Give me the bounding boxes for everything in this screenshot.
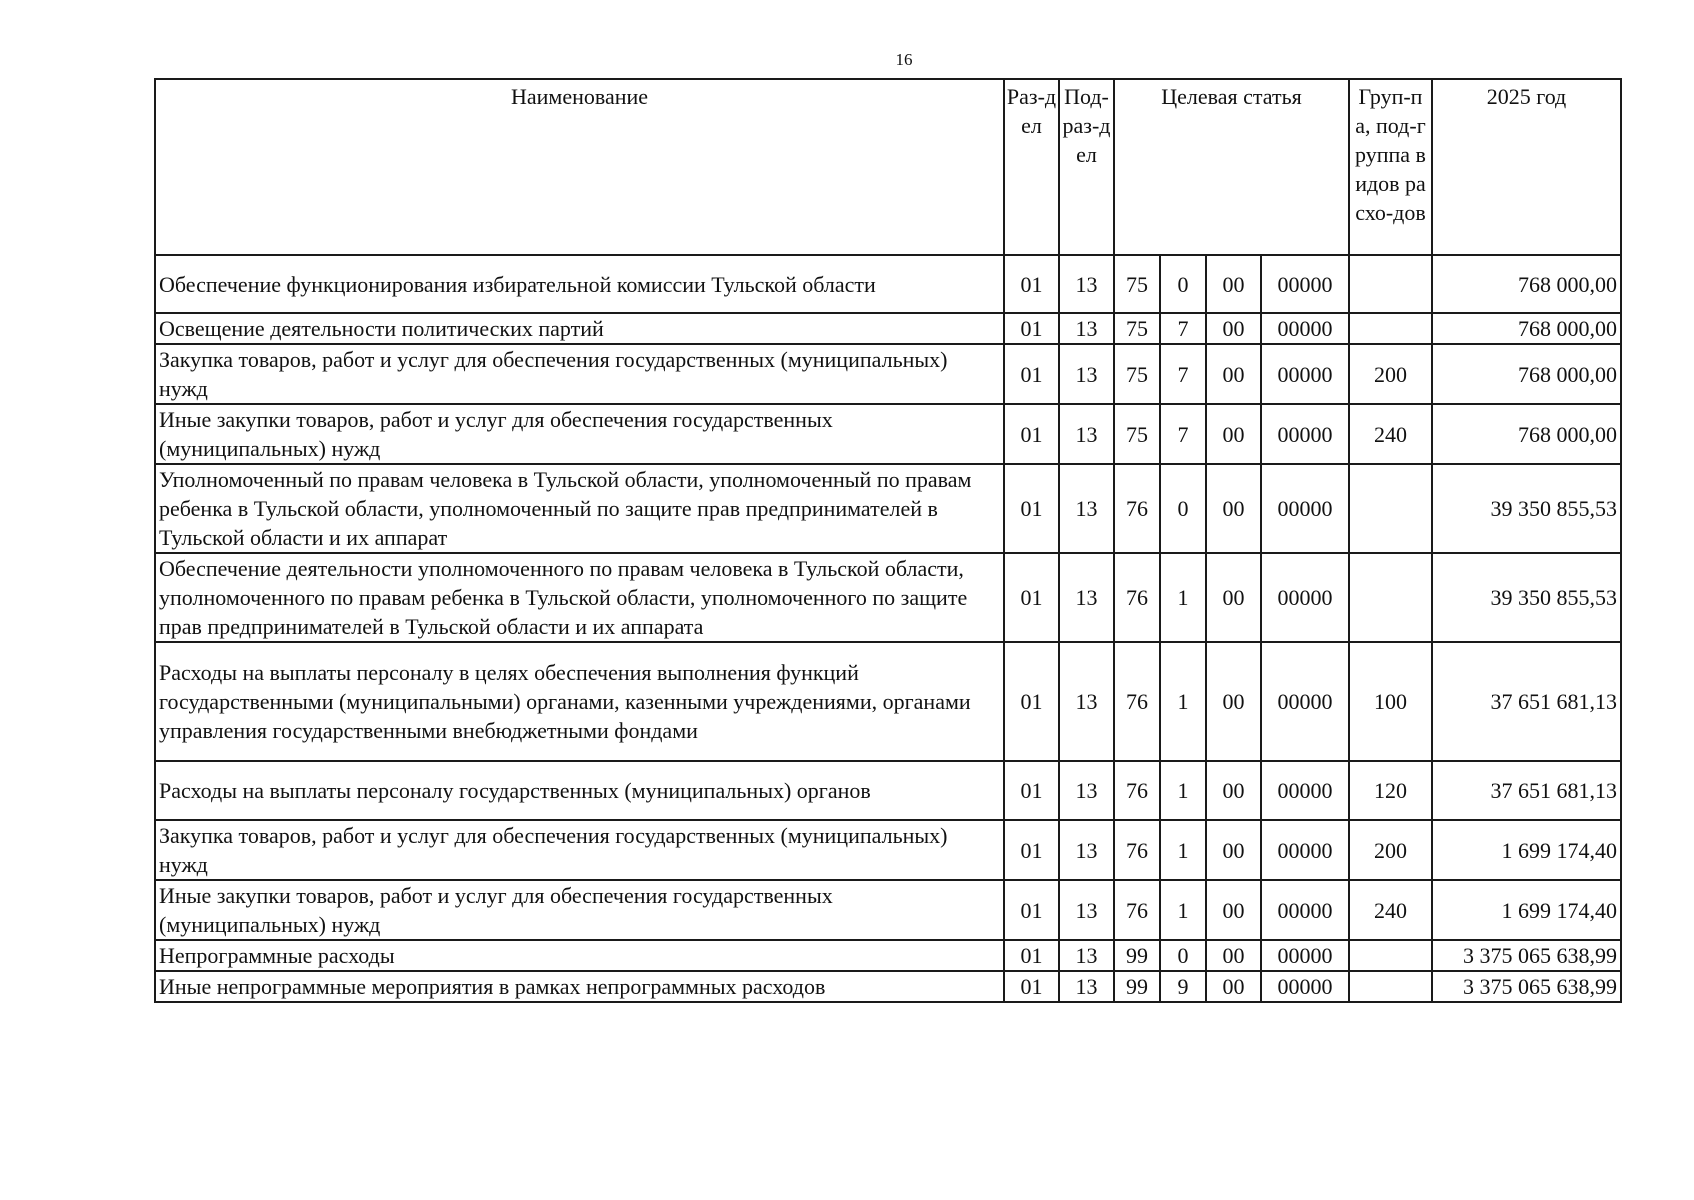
cell-group: 240 <box>1349 404 1432 464</box>
cell-section: 01 <box>1004 344 1059 404</box>
cell-amount: 39 350 855,53 <box>1432 464 1621 553</box>
cell-target-main: 00 <box>1206 464 1261 553</box>
cell-target-main: 00 <box>1206 880 1261 940</box>
cell-target-main: 00 <box>1206 255 1261 313</box>
cell-target-subprogram: 9 <box>1160 971 1206 1002</box>
cell-target-program: 75 <box>1114 404 1160 464</box>
cell-target-main: 00 <box>1206 761 1261 820</box>
cell-target-program: 76 <box>1114 553 1160 642</box>
cell-amount: 768 000,00 <box>1432 255 1621 313</box>
cell-amount: 37 651 681,13 <box>1432 642 1621 761</box>
table-row <box>155 880 1621 940</box>
cell-subsection: 13 <box>1059 404 1114 464</box>
cell-group: 200 <box>1349 344 1432 404</box>
cell-target-direction: 00000 <box>1261 971 1349 1002</box>
cell-name: Расходы на выплаты персоналу государственных (муниципальных) органов <box>155 761 1004 820</box>
cell-section: 01 <box>1004 940 1059 971</box>
cell-target-subprogram: 7 <box>1160 344 1206 404</box>
cell-subsection: 13 <box>1059 642 1114 761</box>
cell-target-subprogram: 1 <box>1160 642 1206 761</box>
cell-target-direction: 00000 <box>1261 464 1349 553</box>
cell-name: Освещение деятельности политических партий <box>155 313 1004 344</box>
cell-target-program: 76 <box>1114 761 1160 820</box>
cell-amount: 768 000,00 <box>1432 313 1621 344</box>
cell-subsection: 13 <box>1059 971 1114 1002</box>
cell-name: Закупка товаров, работ и услуг для обеспечения государственных (муниципальных) нужд <box>155 344 1004 404</box>
cell-name: Обеспечение деятельности уполномоченного по правам человека в Тульской области, уполномоченного по правам ребенка в Тульской области, уполномоченного по защите прав предпринимателей в Тульской области и их аппарата <box>155 553 1004 642</box>
cell-target-program: 99 <box>1114 940 1160 971</box>
cell-target-direction: 00000 <box>1261 404 1349 464</box>
cell-name: Уполномоченный по правам человека в Тульской области, уполномоченный по правам ребенка в Тульской области, уполномоченный по защите прав предпринимателей в Тульской области и их аппарат <box>155 464 1004 553</box>
cell-subsection: 13 <box>1059 761 1114 820</box>
cell-target-program: 75 <box>1114 313 1160 344</box>
cell-target-program: 76 <box>1114 820 1160 880</box>
cell-target-subprogram: 0 <box>1160 255 1206 313</box>
cell-group <box>1349 255 1432 313</box>
table-row <box>155 971 1621 1002</box>
cell-name: Иные закупки товаров, работ и услуг для обеспечения государственных (муниципальных) нужд <box>155 880 1004 940</box>
cell-subsection: 13 <box>1059 313 1114 344</box>
cell-target-main: 00 <box>1206 344 1261 404</box>
cell-target-program: 99 <box>1114 971 1160 1002</box>
cell-section: 01 <box>1004 255 1059 313</box>
cell-group: 240 <box>1349 880 1432 940</box>
table-row <box>155 313 1621 344</box>
cell-name: Закупка товаров, работ и услуг для обеспечения государственных (муниципальных) нужд <box>155 820 1004 880</box>
cell-amount: 768 000,00 <box>1432 344 1621 404</box>
cell-section: 01 <box>1004 404 1059 464</box>
cell-target-subprogram: 0 <box>1160 464 1206 553</box>
cell-subsection: 13 <box>1059 553 1114 642</box>
cell-name: Обеспечение функционирования избирательной комиссии Тульской области <box>155 255 1004 313</box>
table-row <box>155 404 1621 464</box>
cell-target-program: 75 <box>1114 255 1160 313</box>
cell-target-direction: 00000 <box>1261 642 1349 761</box>
cell-amount: 3 375 065 638,99 <box>1432 940 1621 971</box>
cell-amount: 768 000,00 <box>1432 404 1621 464</box>
header-target: Целевая статья <box>1114 79 1349 255</box>
cell-target-subprogram: 0 <box>1160 940 1206 971</box>
page-number: 16 <box>895 50 913 69</box>
table-row <box>155 553 1621 642</box>
cell-group <box>1349 313 1432 344</box>
cell-target-main: 00 <box>1206 820 1261 880</box>
cell-amount: 3 375 065 638,99 <box>1432 971 1621 1002</box>
cell-target-direction: 00000 <box>1261 880 1349 940</box>
table-row <box>155 642 1621 761</box>
cell-target-direction: 00000 <box>1261 820 1349 880</box>
cell-subsection: 13 <box>1059 464 1114 553</box>
cell-target-subprogram: 1 <box>1160 553 1206 642</box>
cell-group <box>1349 464 1432 553</box>
cell-subsection: 13 <box>1059 344 1114 404</box>
cell-group: 120 <box>1349 761 1432 820</box>
cell-target-main: 00 <box>1206 971 1261 1002</box>
cell-target-main: 00 <box>1206 642 1261 761</box>
cell-name: Иные закупки товаров, работ и услуг для обеспечения государственных (муниципальных) нужд <box>155 404 1004 464</box>
header-section: Раз-дел <box>1004 79 1059 255</box>
cell-section: 01 <box>1004 880 1059 940</box>
cell-amount: 1 699 174,40 <box>1432 820 1621 880</box>
cell-target-main: 00 <box>1206 940 1261 971</box>
header-group: Груп-па, под-группа видов расхо-дов <box>1349 79 1432 255</box>
cell-group: 100 <box>1349 642 1432 761</box>
header-year: 2025 год <box>1432 79 1621 255</box>
header-row <box>155 79 1621 255</box>
table-row <box>155 940 1621 971</box>
cell-subsection: 13 <box>1059 880 1114 940</box>
cell-subsection: 13 <box>1059 940 1114 971</box>
cell-target-main: 00 <box>1206 313 1261 344</box>
table-row <box>155 255 1621 313</box>
budget-table <box>154 78 1622 1003</box>
cell-amount: 39 350 855,53 <box>1432 553 1621 642</box>
cell-section: 01 <box>1004 971 1059 1002</box>
cell-section: 01 <box>1004 313 1059 344</box>
cell-name: Непрограммные расходы <box>155 940 1004 971</box>
cell-target-direction: 00000 <box>1261 553 1349 642</box>
cell-target-main: 00 <box>1206 553 1261 642</box>
cell-target-subprogram: 1 <box>1160 820 1206 880</box>
header-subsection: Под-раз-дел <box>1059 79 1114 255</box>
cell-target-direction: 00000 <box>1261 761 1349 820</box>
cell-subsection: 13 <box>1059 820 1114 880</box>
cell-target-direction: 00000 <box>1261 344 1349 404</box>
cell-target-subprogram: 1 <box>1160 761 1206 820</box>
cell-section: 01 <box>1004 820 1059 880</box>
cell-target-subprogram: 1 <box>1160 880 1206 940</box>
cell-section: 01 <box>1004 761 1059 820</box>
cell-target-main: 00 <box>1206 404 1261 464</box>
cell-group <box>1349 553 1432 642</box>
cell-group <box>1349 971 1432 1002</box>
cell-target-subprogram: 7 <box>1160 313 1206 344</box>
cell-section: 01 <box>1004 464 1059 553</box>
cell-section: 01 <box>1004 553 1059 642</box>
cell-group: 200 <box>1349 820 1432 880</box>
table-row <box>155 344 1621 404</box>
table-row <box>155 761 1621 820</box>
cell-target-program: 76 <box>1114 880 1160 940</box>
cell-target-direction: 00000 <box>1261 940 1349 971</box>
cell-name: Иные непрограммные мероприятия в рамках непрограммных расходов <box>155 971 1004 1002</box>
cell-amount: 37 651 681,13 <box>1432 761 1621 820</box>
cell-target-direction: 00000 <box>1261 313 1349 344</box>
cell-target-subprogram: 7 <box>1160 404 1206 464</box>
cell-amount: 1 699 174,40 <box>1432 880 1621 940</box>
table-row <box>155 464 1621 553</box>
cell-subsection: 13 <box>1059 255 1114 313</box>
header-name: Наименование <box>155 79 1004 255</box>
cell-target-program: 75 <box>1114 344 1160 404</box>
cell-group <box>1349 940 1432 971</box>
table-row <box>155 820 1621 880</box>
cell-target-program: 76 <box>1114 464 1160 553</box>
cell-target-program: 76 <box>1114 642 1160 761</box>
cell-section: 01 <box>1004 642 1059 761</box>
cell-name: Расходы на выплаты персоналу в целях обеспечения выполнения функций государственными (муниципальными) органами, казенными учреждениями, органами управления государственными внебюджетными фондами <box>155 642 1004 761</box>
cell-target-direction: 00000 <box>1261 255 1349 313</box>
